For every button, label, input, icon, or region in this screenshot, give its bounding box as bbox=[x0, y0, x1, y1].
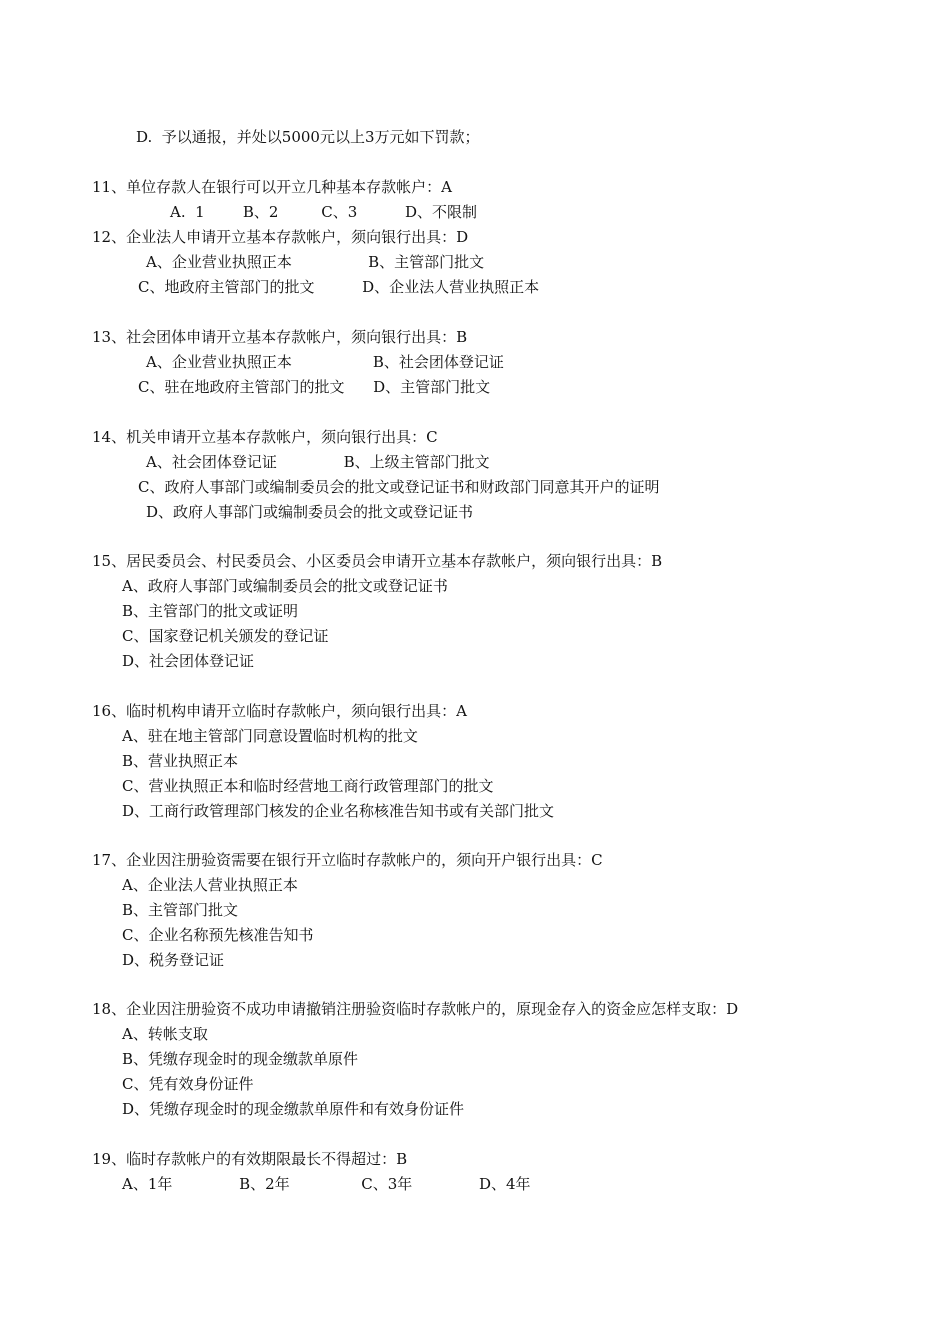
question-15-option-d: D、社会团体登记证 bbox=[122, 652, 255, 670]
question-19-options: A、1年 B、2年 C、3年 D、4年 bbox=[122, 1175, 531, 1193]
question-18-option-c: C、凭有效身份证件 bbox=[122, 1075, 254, 1093]
question-13-options-row2: C、驻在地政府主管部门的批文 D、主管部门批文 bbox=[138, 378, 491, 396]
question-16-option-c: C、营业执照正本和临时经营地工商行政管理部门的批文 bbox=[122, 777, 494, 795]
question-15-option-a: A、政府人事部门或编制委员会的批文或登记证书 bbox=[122, 577, 448, 595]
option-d-line: D. 予以通报，并处以5000元以上3万元如下罚款； bbox=[136, 128, 480, 146]
question-18-option-d: D、凭缴存现金时的现金缴款单原件和有效身份证件 bbox=[122, 1100, 465, 1118]
question-13-options-row1: A、企业营业执照正本 B、社会团体登记证 bbox=[146, 353, 504, 371]
question-17-option-b: B、主管部门批文 bbox=[122, 901, 239, 919]
question-15-option-b: B、主管部门的批文或证明 bbox=[122, 602, 299, 620]
question-19: 19、临时存款帐户的有效期限最长不得超过：B bbox=[92, 1150, 408, 1168]
question-12: 12、企业法人申请开立基本存款帐户，须向银行出具：D bbox=[92, 228, 469, 246]
question-18-option-a: A、转帐支取 bbox=[122, 1025, 208, 1043]
question-15-option-c: C、国家登记机关颁发的登记证 bbox=[122, 627, 329, 645]
question-11: 11、单位存款人在银行可以开立几种基本存款帐户：A bbox=[92, 178, 452, 196]
question-14-option-c: C、政府人事部门或编制委员会的批文或登记证书和财政部门同意其开户的证明 bbox=[138, 478, 660, 496]
question-16-option-a: A、驻在地主管部门同意设置临时机构的批文 bbox=[122, 727, 418, 745]
question-16-option-b: B、营业执照正本 bbox=[122, 752, 239, 770]
question-17-option-a: A、企业法人营业执照正本 bbox=[122, 876, 298, 894]
question-18: 18、企业因注册验资不成功申请撤销注册验资临时存款帐户的，原现金存入的资金应怎样支取：D bbox=[92, 1000, 739, 1018]
question-16-option-d: D、工商行政管理部门核发的企业名称核准告知书或有关部门批文 bbox=[122, 802, 555, 820]
question-15: 15、居民委员会、村民委员会、小区委员会申请开立基本存款帐户，须向银行出具：B bbox=[92, 552, 663, 570]
question-14: 14、机关申请开立基本存款帐户，须向银行出具：C bbox=[92, 428, 438, 446]
question-18-option-b: B、凭缴存现金时的现金缴款单原件 bbox=[122, 1050, 359, 1068]
question-17-option-c: C、企业名称预先核准告知书 bbox=[122, 926, 314, 944]
question-14-options-row1: A、社会团体登记证 B、上级主管部门批文 bbox=[146, 453, 490, 471]
question-17: 17、企业因注册验资需要在银行开立临时存款帐户的，须向开户银行出具：C bbox=[92, 851, 603, 869]
question-14-option-d: D、政府人事部门或编制委员会的批文或登记证书 bbox=[146, 503, 474, 521]
question-17-option-d: D、税务登记证 bbox=[122, 951, 225, 969]
question-13: 13、社会团体申请开立基本存款帐户，须向银行出具：B bbox=[92, 328, 468, 346]
question-16: 16、临时机构申请开立临时存款帐户，须向银行出具：A bbox=[92, 702, 467, 720]
question-12-options-row1: A、企业营业执照正本 B、主管部门批文 bbox=[146, 253, 485, 271]
question-11-options: A. 1 B、2 C、3 D、不限制 bbox=[170, 203, 478, 221]
question-12-options-row2: C、地政府主管部门的批文 D、企业法人营业执照正本 bbox=[138, 278, 540, 296]
